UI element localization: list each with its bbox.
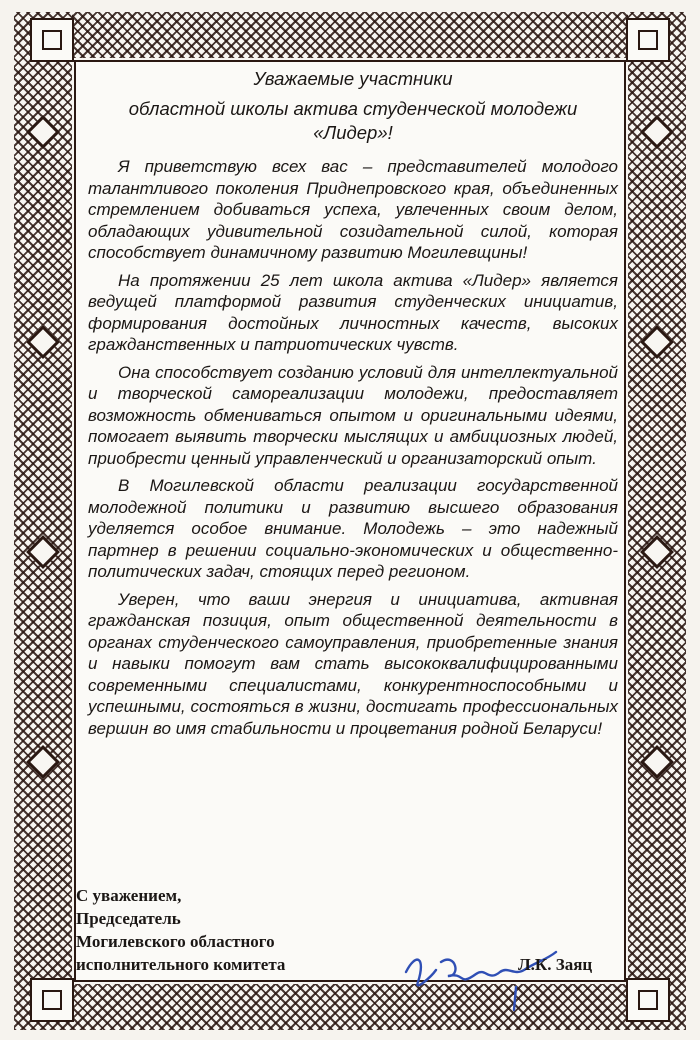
ornament-corner-top-left — [30, 18, 74, 62]
ornament-border-right — [628, 12, 686, 1030]
paragraph-3: Она способствует созданию условий для интеллектуальной и творческой самореализации молодежи, предоставляет возможность обмениваться опытом и оригинальными идеями, помогает выявить творчески мыслящих и амбициозных людей, приобрести ценный управленческий и организаторский опыт. — [88, 362, 618, 468]
ornament-corner-bottom-left — [30, 978, 74, 1022]
closing-committee: исполнительного комитета — [76, 955, 286, 974]
greeting-line-2: областной школы актива студенческой молодежи — [128, 98, 578, 119]
signatory-name: Л.К. Заяц — [518, 955, 593, 974]
closing-organization: Могилевского областного — [76, 932, 275, 951]
ornament-border-bottom — [14, 984, 686, 1030]
greeting-line-1: Уважаемые участники — [253, 68, 453, 89]
signature-block — [76, 884, 616, 976]
greeting-line-3: «Лидер»! — [313, 122, 393, 143]
closing-position: Председатель — [76, 909, 181, 928]
closing-regards: С уважением, — [76, 886, 182, 905]
paragraph-5: Уверен, что ваши энергия и инициатива, активная гражданская позиция, опыт общественной деятельности в органах студенческого самоуправления, приобретенные знания и навыки помогут вам стать высококвалифицированными современными специалистами, конкурентноспособными и успешными, состояться в жизни, достигать профессиональных вершин во имя стабильности и процветания родной Беларуси! — [88, 589, 618, 738]
paragraph-2: На протяжении 25 лет школа актива «Лидер» является ведущей платформой развития студенческих инициатив, формирования достойных личностных качеств, высоких гражданственных и патриотических чувств. — [88, 270, 618, 354]
ornament-corner-top-right — [626, 18, 670, 62]
ornament-border-top — [14, 12, 686, 58]
paragraph-4: В Могилевской области реализации государственной молодежной политики и развитию высшего образования уделяется особое внимание. Молодежь – это надежный партнер в решении социально-экономических и общественно-политических задач, стоящих перед регионом. — [88, 476, 618, 581]
ornament-corner-bottom-right — [626, 978, 670, 1022]
ornament-border-left — [14, 12, 72, 1030]
letter-body — [88, 64, 618, 739]
paragraph-1: Я приветствую всех вас – представителей молодого талантливого поколения Приднепровского края, объединенных стремлением добиваться успеха, увлеченных своим делом, обладающих удивительной созидательной силой, которая способствует динамичному развитию Могилевщины! — [88, 157, 618, 262]
